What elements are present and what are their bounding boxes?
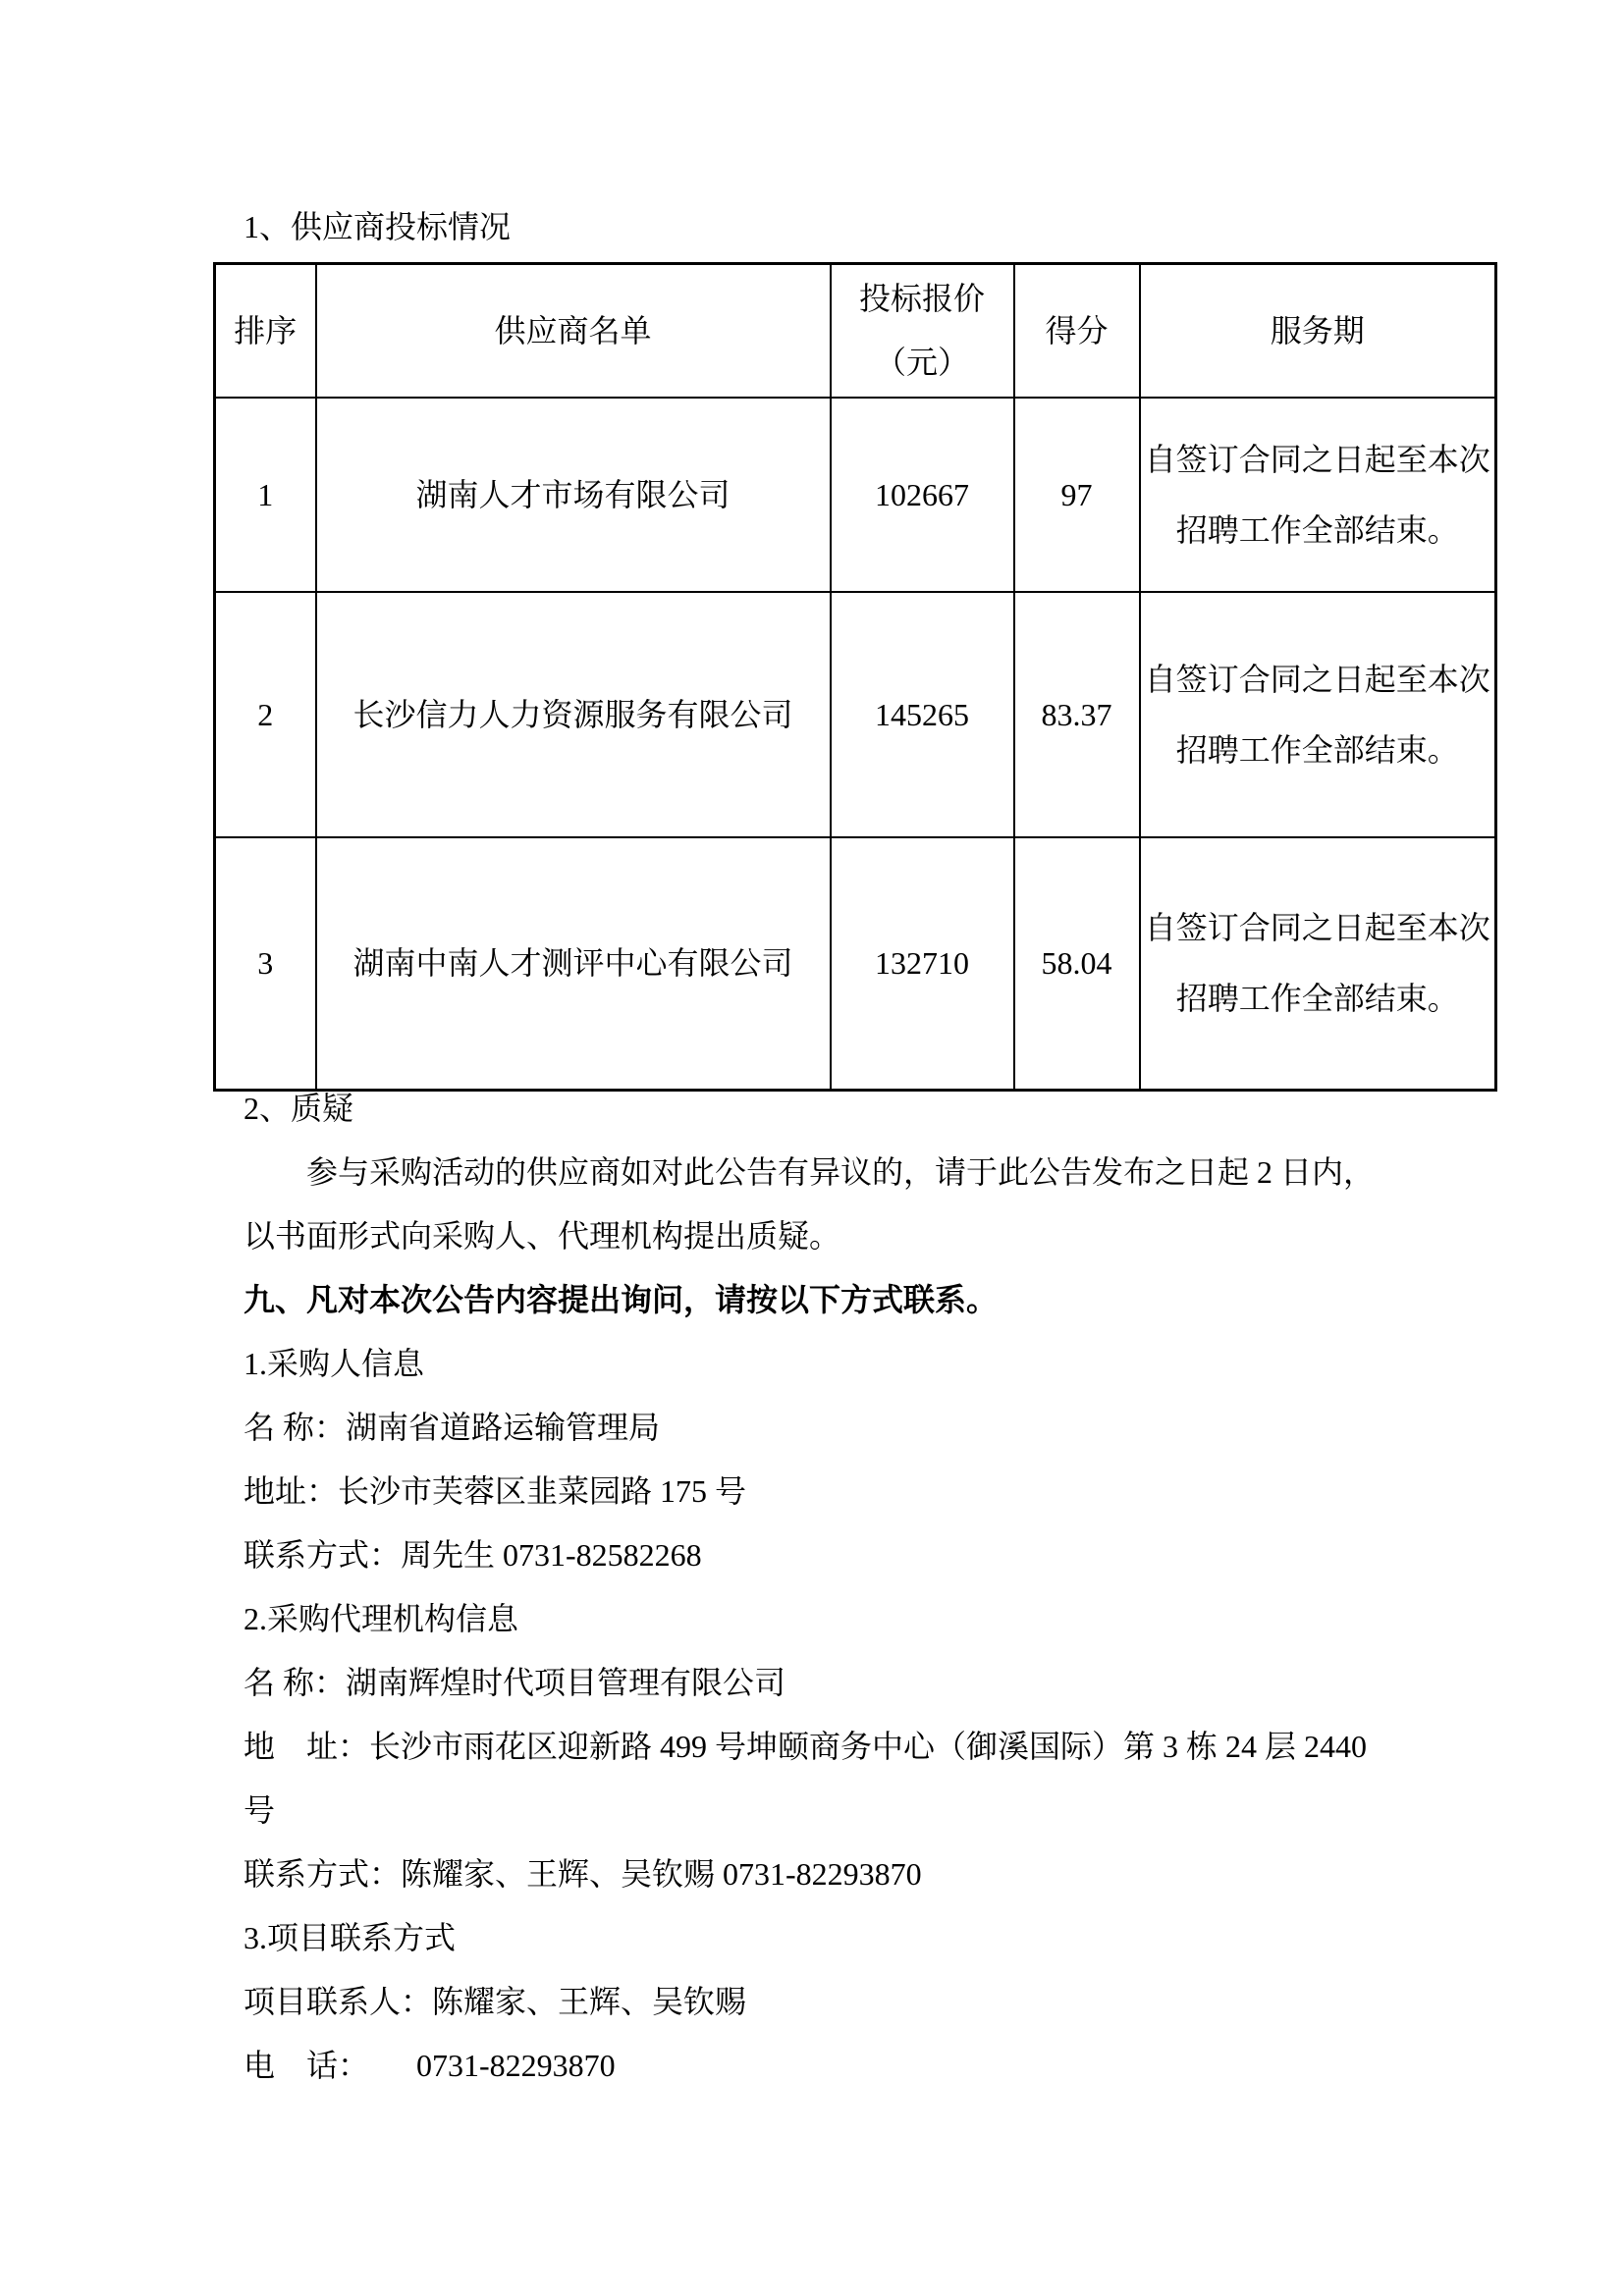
- cell-supplier: 湖南人才市场有限公司: [316, 398, 831, 592]
- header-rank: 排序: [215, 264, 316, 398]
- cell-service: 自签订合同之日起至本次招聘工作全部结束。: [1140, 837, 1496, 1091]
- table-header-row: [215, 264, 1496, 398]
- header-price-line2: （元）: [874, 344, 969, 380]
- section2-heading: 2、质疑: [244, 1091, 354, 1126]
- cell-score: 58.04: [1014, 837, 1140, 1091]
- cell-price: 145265: [831, 592, 1014, 837]
- cell-rank: 3: [215, 837, 316, 1091]
- table-row: [215, 592, 1496, 837]
- body-text: [244, 1077, 1481, 2098]
- cell-price: 132710: [831, 837, 1014, 1091]
- agency-heading: 2.采购代理机构信息: [244, 1601, 519, 1636]
- header-price: [831, 264, 1014, 398]
- project-phone: 电 话： 0731-82293870: [244, 2048, 616, 2083]
- agency-address-line1: 地 址：长沙市雨花区迎新路 499 号坤颐商务中心（御溪国际）第 3 栋 24 层 2440: [244, 1729, 1368, 1764]
- project-heading: 3.项目联系方式: [244, 1920, 457, 1955]
- agency-contact: 联系方式：陈耀家、王辉、吴钦赐 0731-82293870: [244, 1856, 922, 1892]
- header-service: 服务期: [1140, 264, 1496, 398]
- cell-service: 自签订合同之日起至本次招聘工作全部结束。: [1140, 398, 1496, 592]
- table-row: [215, 398, 1496, 592]
- header-supplier: 供应商名单: [316, 264, 831, 398]
- purchaser-address: 地址：长沙市芙蓉区韭菜园路 175 号: [244, 1473, 747, 1509]
- project-contact-person: 项目联系人：陈耀家、王辉、吴钦赐: [244, 1984, 747, 2019]
- purchaser-heading: 1.采购人信息: [244, 1346, 425, 1381]
- section1-heading: 1、供应商投标情况: [244, 209, 512, 244]
- agency-name: 名 称：湖南辉煌时代项目管理有限公司: [244, 1665, 786, 1700]
- cell-service: 自签订合同之日起至本次招聘工作全部结束。: [1140, 592, 1496, 837]
- cell-price: 102667: [831, 398, 1014, 592]
- objection-paragraph-line2: 以书面形式向采购人、代理机构提出质疑。: [244, 1218, 841, 1254]
- cell-score: 97: [1014, 398, 1140, 592]
- supplier-bid-table: [213, 262, 1497, 1092]
- purchaser-name: 名 称：湖南省道路运输管理局: [244, 1410, 661, 1445]
- cell-rank: 1: [215, 398, 316, 592]
- cell-rank: 2: [215, 592, 316, 837]
- table-row: [215, 837, 1496, 1091]
- agency-address-line2: 号: [244, 1792, 276, 1828]
- cell-score: 83.37: [1014, 592, 1140, 837]
- cell-supplier: 长沙信力人力资源服务有限公司: [316, 592, 831, 837]
- objection-paragraph-line1: 参与采购活动的供应商如对此公告有异议的，请于此公告发布之日起 2 日内，: [306, 1154, 1376, 1190]
- purchaser-contact: 联系方式：周先生 0731-82582268: [244, 1537, 702, 1573]
- cell-supplier: 湖南中南人才测评中心有限公司: [316, 837, 831, 1091]
- section9-heading: 九、凡对本次公告内容提出询问，请按以下方式联系。: [244, 1282, 999, 1317]
- header-score: 得分: [1014, 264, 1140, 398]
- header-price-line1: 投标报价: [858, 280, 985, 316]
